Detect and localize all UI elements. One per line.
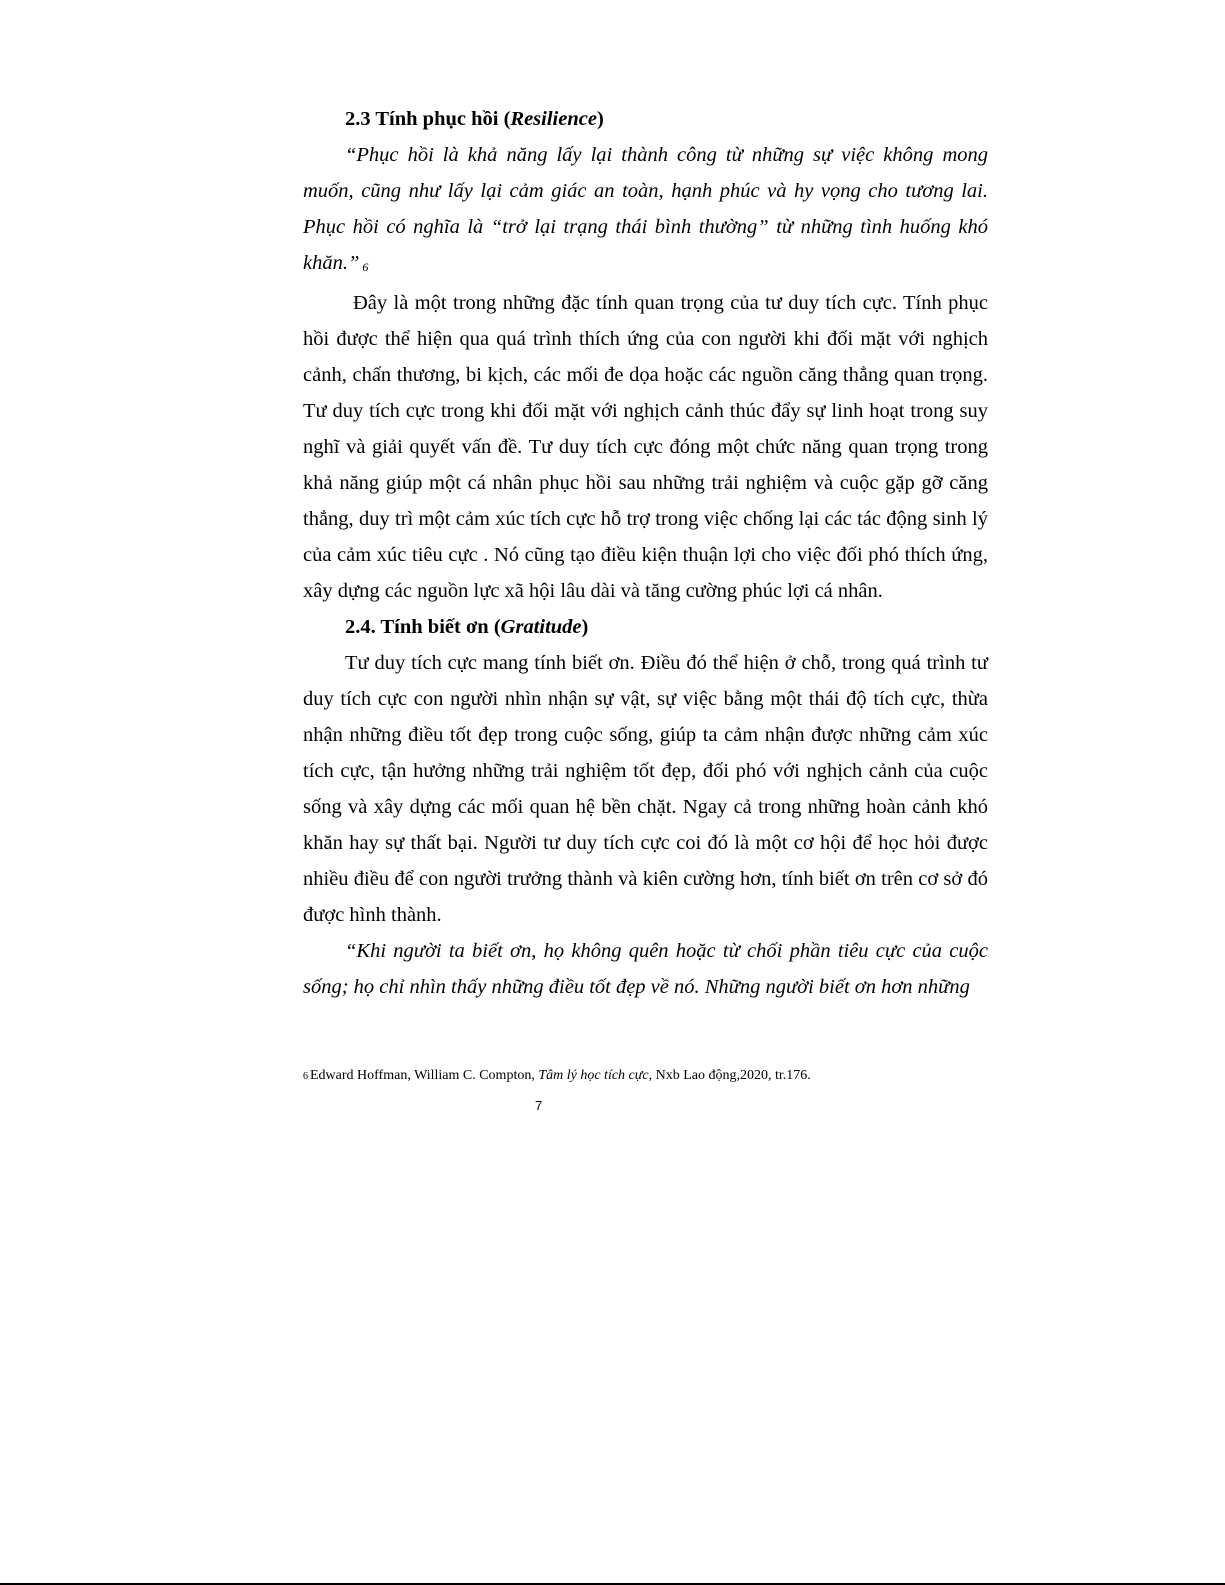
footnote-number: 6 (303, 1071, 308, 1082)
footnote-authors: Edward Hoffman, William C. Compton, (310, 1068, 539, 1083)
footnote-title: Tâm lý học tích cực (538, 1068, 649, 1083)
quote-text: “Phục hồi là khả năng lấy lại thành công từ những sự việc không mong muốn, cũng như lấy lại cảm giác an toàn, hạnh phúc và hy vọng cho tương lai. Phục hồi có nghĩa là “trở lại trạng thái bình thường” từ những tình huống khó khăn.” (303, 144, 988, 274)
page-number: 7 (535, 1098, 543, 1113)
heading-suffix: ) (581, 616, 589, 638)
heading-term: Gratitude (500, 616, 582, 638)
footnote-publisher: , Nxb Lao động,2020, tr.176. (648, 1068, 811, 1083)
heading-term: Resilience (510, 108, 597, 130)
section-heading-gratitude (303, 609, 988, 645)
section-heading-resilience (303, 101, 988, 137)
resilience-body-paragraph: Đây là một trong những đặc tính quan trọng của tư duy tích cực. Tính phục hồi được thể hiện qua quá trình thích ứng của con người khi đối mặt với nghịch cảnh, chấn thương, bi kịch, các mối đe dọa hoặc các nguồn căng thẳng quan trọng. Tư duy tích cực trong khi đối mặt với nghịch cảnh thúc đẩy sự linh hoạt trong suy nghĩ và giải quyết vấn đề. Tư duy tích cực đóng một chức năng quan trọng trong khả năng giúp một cá nhân phục hồi sau những trải nghiệm và cuộc gặp gỡ căng thẳng, duy trì một cảm xúc tích cực hỗ trợ trong việc chống lại các tác động sinh lý của cảm xúc tiêu cực . Nó cũng tạo điều kiện thuận lợi cho việc đối phó thích ứng, xây dựng các nguồn lực xã hội lâu dài và tăng cường phúc lợi cá nhân. (303, 292, 988, 602)
resilience-quote (303, 137, 988, 285)
heading-prefix: 2.3 Tính phục hồi ( (345, 108, 511, 130)
gratitude-quote: “Khi người ta biết ơn, họ không quên hoặc từ chối phần tiêu cực của cuộc sống; họ chỉ nhìn thấy những điều tốt đẹp về nó. Những người biết ơn hơn những (303, 940, 988, 998)
heading-prefix: 2.4. Tính biết ơn ( (345, 616, 501, 638)
footnote (303, 1066, 1003, 1087)
gratitude-body-paragraph: Tư duy tích cực mang tính biết ơn. Điều đó thể hiện ở chỗ, trong quá trình tư duy tích cực con người nhìn nhận sự vật, sự việc bằng một thái độ tích cực, thừa nhận những điều tốt đẹp trong cuộc sống, giúp ta cảm nhận được những cảm xúc tích cực, tận hưởng những trải nghiệm tốt đẹp, đối phó với nghịch cảnh của cuộc sống và xây dựng các mối quan hệ bền chặt. Ngay cả trong những hoàn cảnh khó khăn hay sự thất bại. Người tư duy tích cực coi đó là một cơ hội để học hỏi được nhiều điều để con người trưởng thành và kiên cường hơn, tính biết ơn trên cơ sở đó được hình thành. (303, 652, 988, 926)
footnote-reference: 6 (362, 260, 369, 274)
page-content (303, 101, 988, 1005)
heading-suffix: ) (596, 108, 604, 130)
